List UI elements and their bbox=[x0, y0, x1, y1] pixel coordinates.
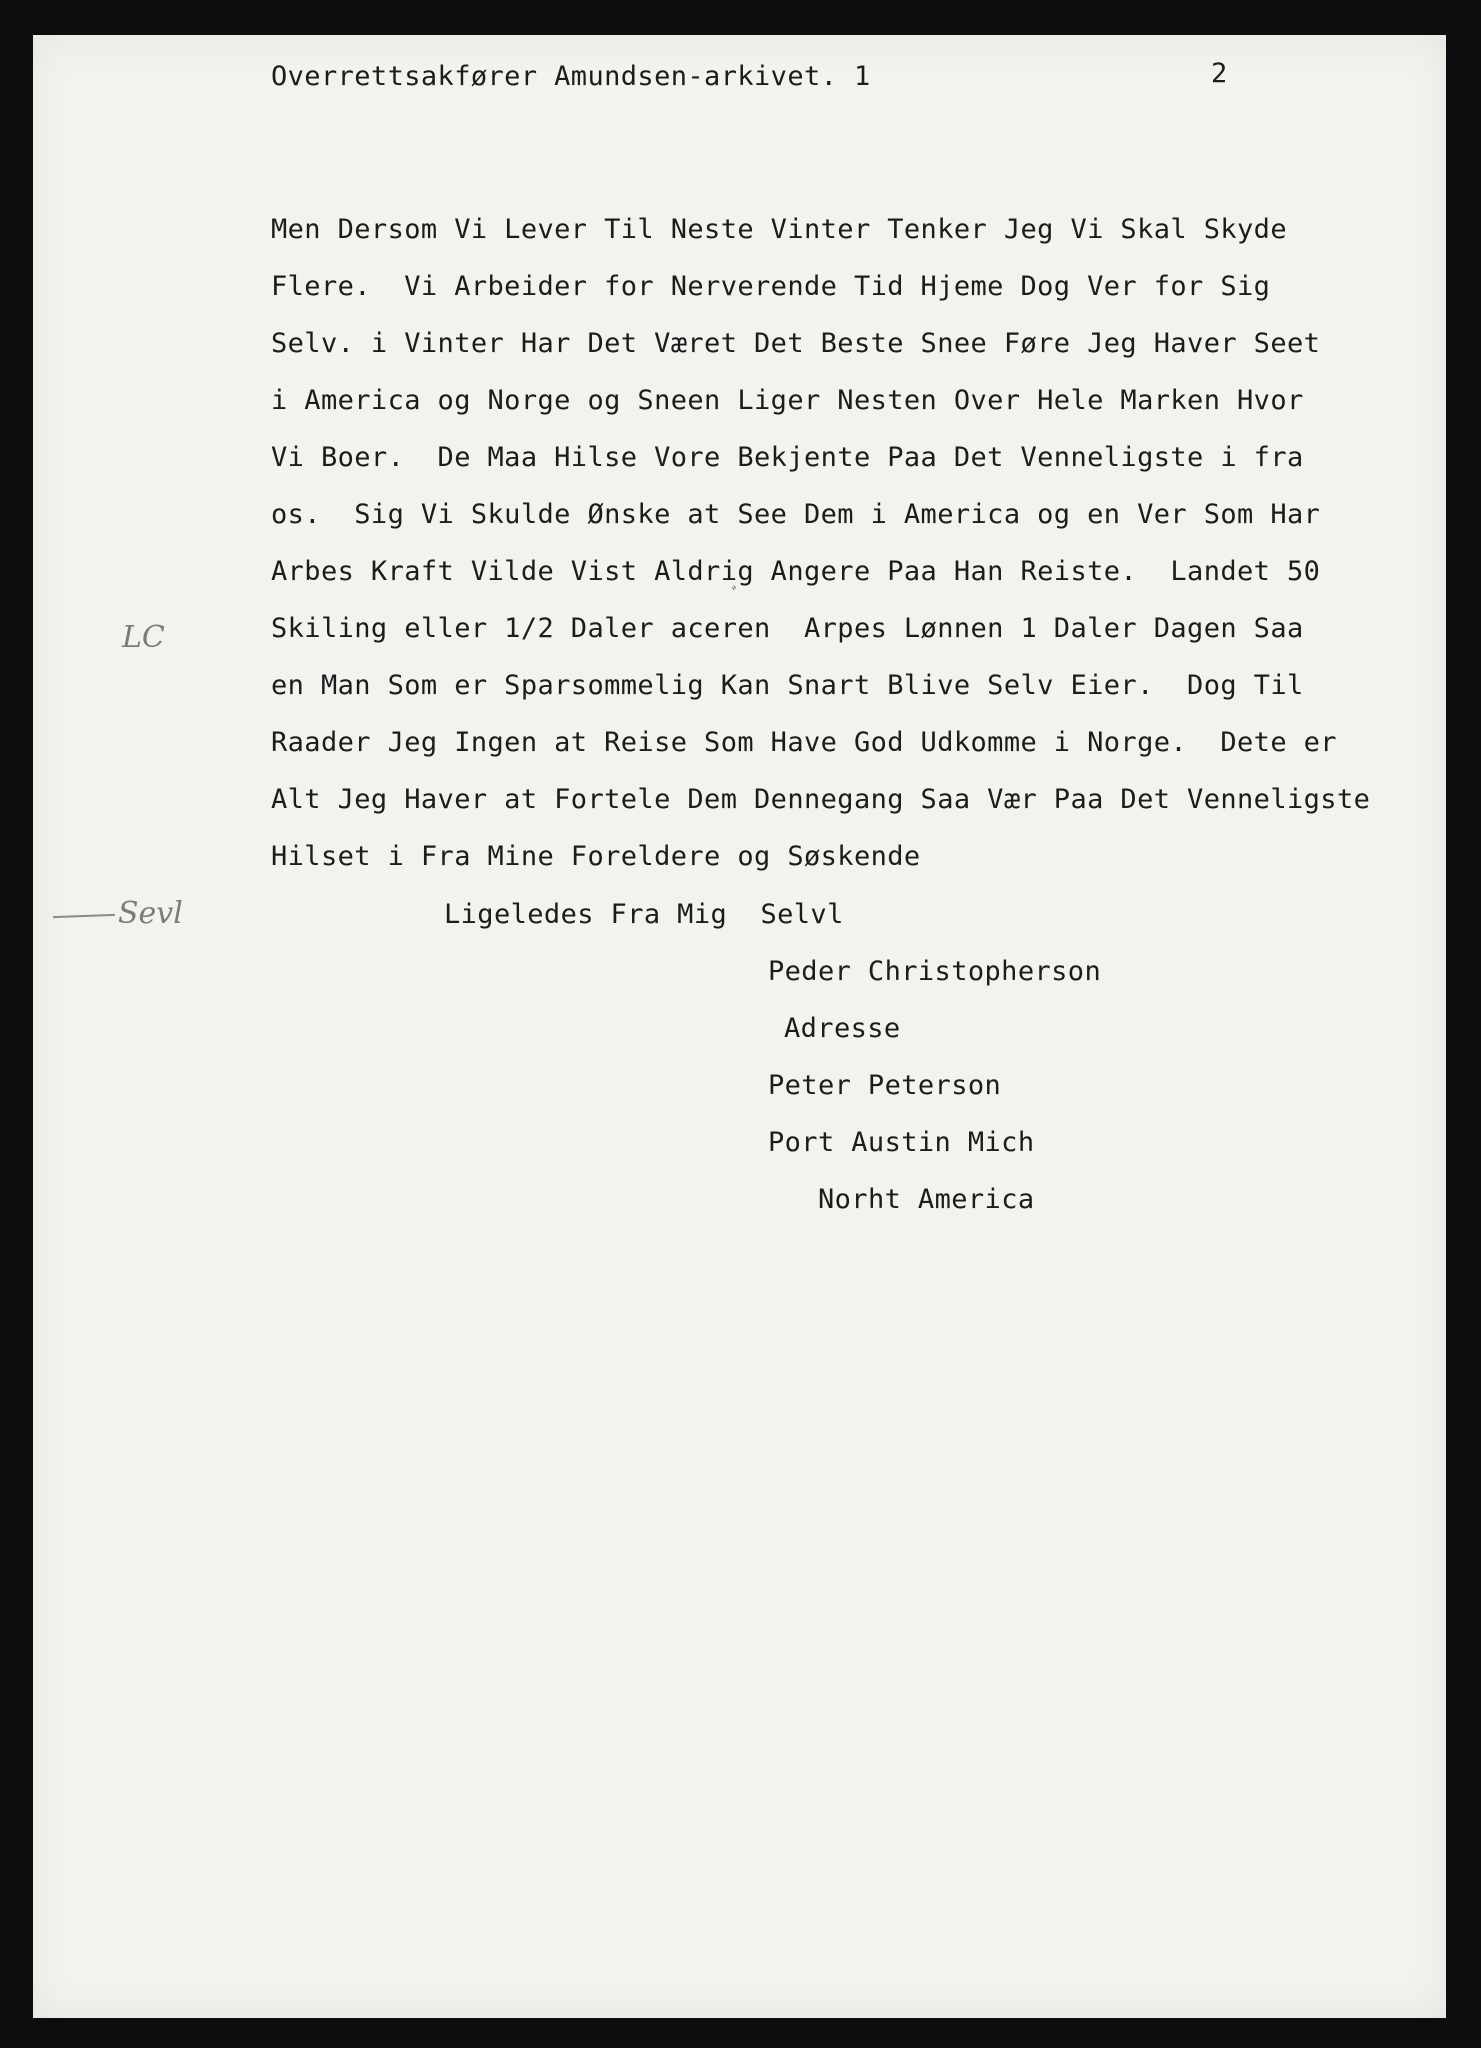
body-line: i America og Norge og Sneen Liger Nesten Over Hele Marken Hvor bbox=[271, 385, 1304, 416]
body-line: Hilset i Fra Mine Foreldere og Søskende bbox=[271, 841, 921, 872]
address-country: Norht America bbox=[818, 1184, 1035, 1215]
address-label: Adresse bbox=[784, 1013, 901, 1044]
margin-dash bbox=[53, 914, 115, 918]
body-line: Vi Boer. De Maa Hilse Vore Bekjente Paa Det Venneligste i fra bbox=[271, 442, 1304, 473]
body-line: os. Sig Vi Skulde Ønske at See Dem i America og en Ver Som Har bbox=[271, 499, 1321, 530]
document-page bbox=[33, 35, 1446, 2018]
margin-note-sevl: Sevl bbox=[118, 896, 183, 931]
body-line: en Man Som er Sparsommelig Kan Snart Blive Selv Eier. Dog Til bbox=[271, 670, 1304, 701]
body-line: Selv. i Vinter Har Det Været Det Beste Snee Føre Jeg Haver Seet bbox=[271, 328, 1321, 359]
address-town: Port Austin Mich bbox=[768, 1127, 1035, 1158]
signature-name: Peder Christopherson bbox=[768, 956, 1102, 987]
correction-mark: ﾞ bbox=[731, 585, 740, 606]
address-recipient: Peter Peterson bbox=[768, 1070, 1002, 1101]
body-line: Men Dersom Vi Lever Til Neste Vinter Tenker Jeg Vi Skal Skyde bbox=[271, 214, 1287, 245]
body-line: Arbes Kraft Vilde Vist Aldrig Angere Paa Han Reiste. Landet 50 bbox=[271, 556, 1321, 587]
closing-line: Ligeledes Fra Mig Selvl bbox=[444, 899, 844, 930]
body-line: Alt Jeg Haver at Fortele Dem Dennegang Saa Vær Paa Det Venneligste bbox=[271, 784, 1371, 815]
page-number: 2 bbox=[1211, 58, 1228, 89]
body-line: Flere. Vi Arbeider for Nerverende Tid Hjeme Dog Ver for Sig bbox=[271, 271, 1271, 302]
body-line: Skiling eller 1/2 Daler aceren Arpes Lønnen 1 Daler Dagen Saa bbox=[271, 613, 1304, 644]
archive-header: Overrettsakfører Amundsen-arkivet. 1 bbox=[271, 61, 871, 92]
margin-note-lc: LC bbox=[122, 620, 165, 655]
body-line: Raader Jeg Ingen at Reise Som Have God Udkomme i Norge. Dete er bbox=[271, 727, 1337, 758]
